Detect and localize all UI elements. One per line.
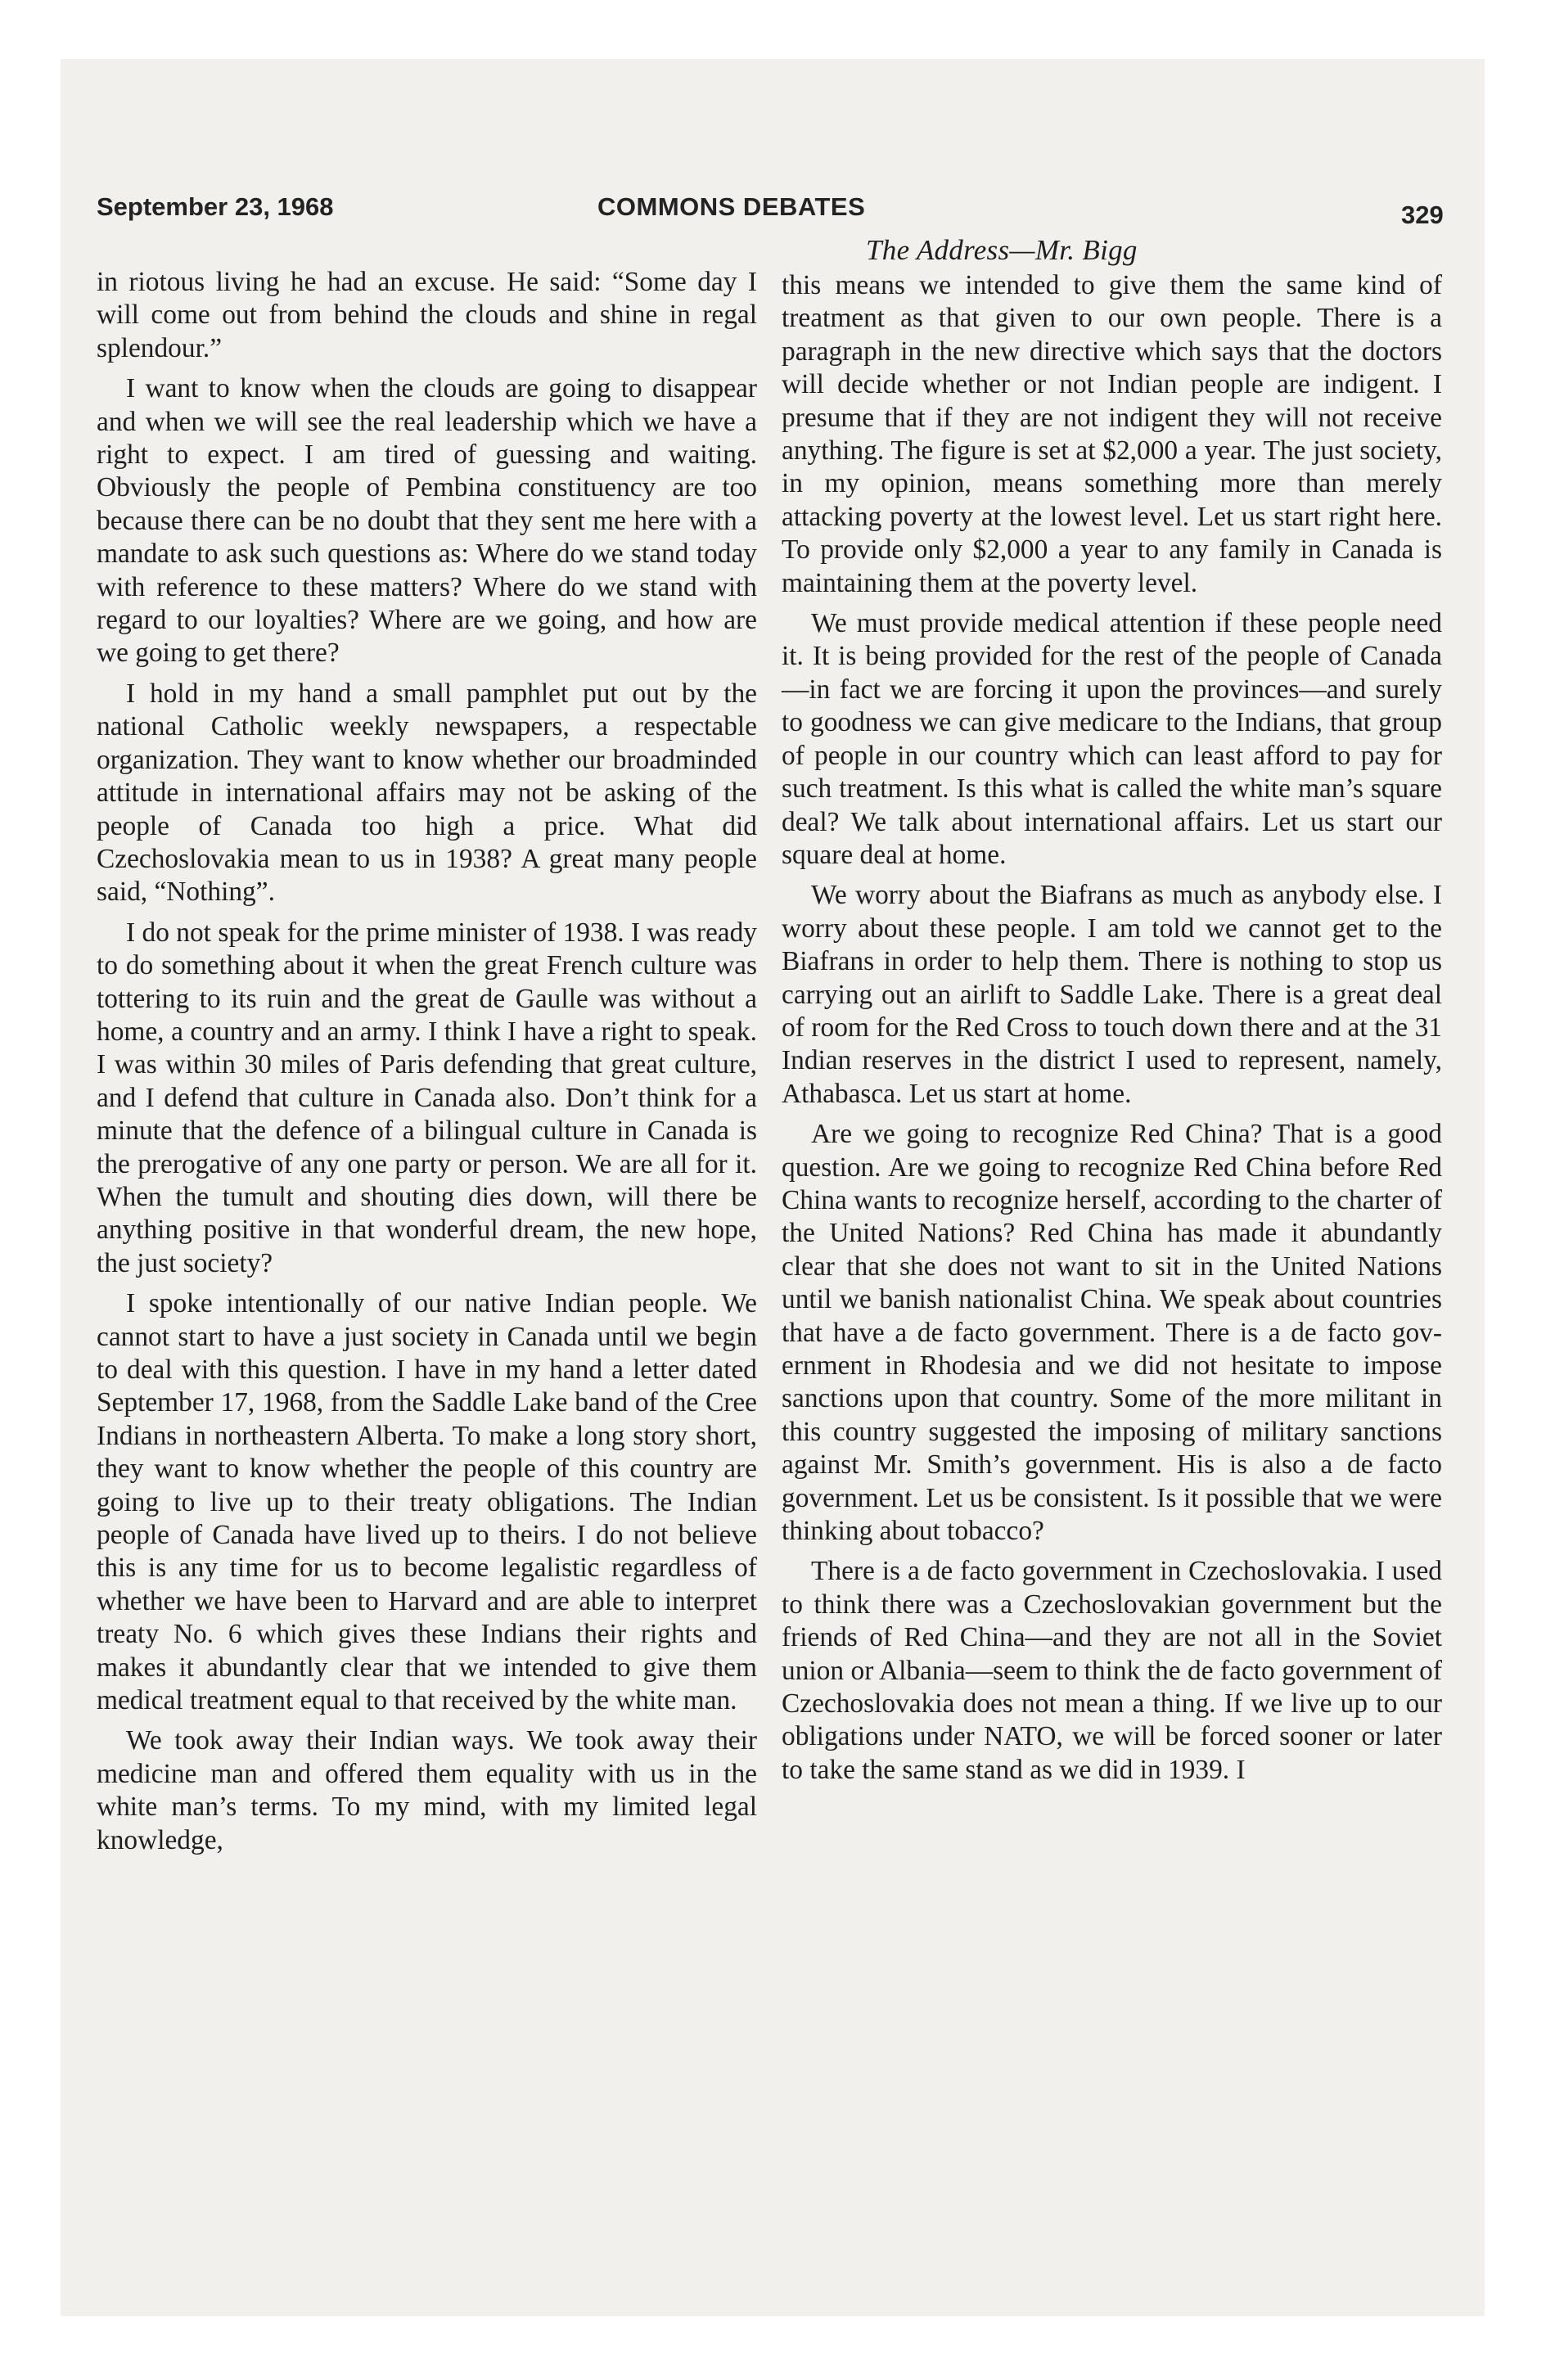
header-title: COMMONS DEBATES [597, 192, 866, 221]
paragraph: We must provide medical attention if these people need it. It is being provided for the rest of the people of Canada—in fact we are forcing it upon the provinces—and surely to goodness we can give medicare to the Indians, that group of people in our country which can least afford to pay for such treatment. Is this what is called the white man’s square deal? We talk about international affairs. Let us start our square deal at home. [782, 608, 1442, 870]
header-date: September 23, 1968 [97, 192, 334, 221]
paragraph: this means we intended to give them the same kind of treatment as that given to our own people. There is a paragraph in the new directive which says that the doctors will decide whether or not Indian people are indigent. I presume that if they are not indigent they will not receive anything. The figure is set at $2,000 a year. The just society, in my opinion, means something more than merely attacking poverty at the lowest level. Let us start right here. To provide only $2,000 a year to any family in Canada is maintaining them at the poverty level. [782, 270, 1442, 598]
right-column [782, 269, 1442, 1794]
left-column [97, 266, 757, 1864]
paragraph: We worry about the Biafrans as much as anybody else. I worry about these people. I am told we cannot get to the Biafrans in order to help them. There is nothing to stop us carrying out an airlift to Saddle Lake. There is a great deal of room for the Red Cross to touch down there and at the 31 Indian reserves in the district I used to represent, namely, Athabasca. Let us start at home. [782, 880, 1442, 1109]
paragraph: Are we going to recognize Red China? That is a good question. Are we going to recognize Red China before Red China wants to recognize herself, according to the charter of the United Nations? Red China has made it abundantly clear that she does not want to sit in the United Nations until we banish nationalist China. We speak about countries that have a de facto government. There is a de facto government in Rhodesia and we did not hesitate to impose sanctions upon that country. Some of the more militant in this country suggested the imposing of military sanctions against Mr. Smith’s government. His is also a de facto government. Let us be consistent. Is it possible that we were thinking about tobacco? [782, 1119, 1442, 1547]
paragraph: I want to know when the clouds are going to disappear and when we will see the real leadership which we have a right to expect. I am tired of guessing and waiting. Obviously the people of Pembina constituency are too because there can be no doubt that they sent me here with a mandate to ask such questions as: Where do we stand today with reference to these matters? Where do we stand with regard to our loyalties? Where are we going, and how are we going to get there? [97, 373, 757, 669]
paragraph: in riotous living he had an excuse. He said: “Some day I will come out from behind the clouds and shine in regal splendour.” [97, 267, 757, 363]
paragraph: We took away their Indian ways. We took away their medicine man and offered them equality with us in the white man’s terms. To my mind, with my limited legal knowledge, [97, 1725, 757, 1855]
paragraph: I hold in my hand a small pamphlet put out by the national Catholic weekly newspapers, a respectable organization. They want to know whether our broadminded attitude in international affairs may not be asking of the people of Canada too high a price. What did Czechoslovakia mean to us in 1938? A great many people said, “Nothing”. [97, 678, 757, 908]
page-number: 329 [1401, 201, 1444, 229]
paragraph: I spoke intentionally of our native Indian people. We cannot start to have a just society in Canada until we begin to deal with this question. I have in my hand a letter dated September 17, 1968, from the Saddle Lake band of the Cree Indians in northeastern Alberta. To make a long story short, they want to know whether the people of this country are going to live up to their treaty obligations. The Indian people of Canada have lived up to theirs. I do not believe this is any time for us to become legalistic regardless of whether we have been to Harvard and are able to interpret treaty No. 6 which gives these Indians their rights and makes it abundantly clear that we intended to give them medical treatment equal to that received by the white man. [97, 1288, 757, 1716]
paragraph: There is a de facto government in Czechoslovakia. I used to think there was a Czechoslovakian government but the friends of Red China—and they are not all in the Soviet union or Albania—seem to think the de facto government of Czechoslovakia does not mean a thing. If we live up to our obligations under NATO, we will be forced sooner or later to take the same stand as we did in 1939. I [782, 1556, 1442, 1785]
paragraph: I do not speak for the prime minister of 1938. I was ready to do something about it when the great French culture was tottering to its ruin and the great de Gaulle was without a home, a country and an army. I think I have a right to speak. I was within 30 miles of Paris defending that great culture, and I defend that culture in Canada also. Don’t think for a minute that the defence of a bilingual culture in Canada is the prerogative of any one party or person. We are all for it. When the tumult and shouting dies down, will there be anything positive in that wonderful dream, the new hope, the just society? [97, 917, 757, 1278]
running-subheading: The Address—Mr. Bigg [866, 234, 1138, 266]
